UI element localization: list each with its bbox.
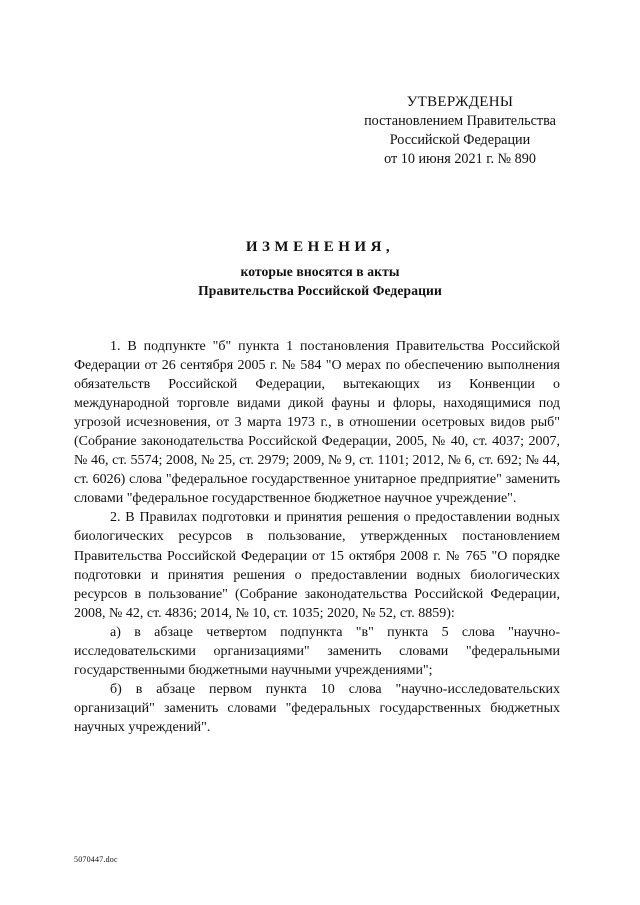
approval-line-3: от 10 июня 2021 г. № 890	[384, 151, 536, 167]
document-subtitle-1: которые вносятся в акты	[240, 264, 400, 279]
subparagraph-b: б) в абзаце первом пункта 10 слова "научно-исследовательских организаций" заменить словами "федеральных государственных бюджетных научных учреждений".	[74, 681, 560, 735]
document-subtitle-2: Правительства Российской Федерации	[198, 283, 442, 298]
paragraph-1: 1. В подпункте "б" пункта 1 постановления Правительства Российской Федерации от 26 сентября 2005 г. № 584 "О мерах по обеспечению выполнения обязательств Российской Федерации, вытекающих из Конвенции о международной торговле видами дикой фауны и флоры, находящимися под угрозой исчезновения, от 3 марта 1973 г., в отношении осетровых видов рыб" (Собрание законодательства Российской Федерации, 2005, № 40, ст. 4037; 2007, № 46, ст. 5574; 2008, № 25, ст. 2979; 2009, № 9, ст. 1101; 2012, № 6, ст. 692; № 44, ст. 6026) слова "федеральное государственное унитарное предприятие" заменить словами "федеральное государственное бюджетное научное учреждение".	[74, 339, 560, 507]
approval-block	[340, 93, 580, 169]
document-body	[74, 337, 560, 737]
document-title: ИЗМЕНЕНИЯ,	[245, 239, 395, 255]
approval-heading: УТВЕРЖДЕНЫ	[406, 94, 514, 110]
subparagraph-a: а) в абзаце четвертом подпункта "в" пункта 5 слова "научно-исследовательскими организациями" заменить словами "федеральными государственными бюджетными научными учреждениями";	[74, 624, 560, 678]
paragraph-2: 2. В Правилах подготовки и принятия решения о предоставлении водных биологических ресурсов в пользование, утвержденных постановлением Правительства Российской Федерации от 15 октября 2008 г. № 765 "О порядке подготовки и принятия решения о предоставлении водных биологических ресурсов в пользование" (Собрание законодательства Российской Федерации, 2008, № 42, ст. 4836; 2014, № 10, ст. 1035; 2020, № 52, ст. 8859):	[74, 510, 560, 621]
approval-line-1: постановлением Правительства	[364, 113, 556, 129]
footer-filename: 5070447.doc	[74, 855, 118, 864]
approval-line-2: Российской Федерации	[389, 132, 531, 148]
